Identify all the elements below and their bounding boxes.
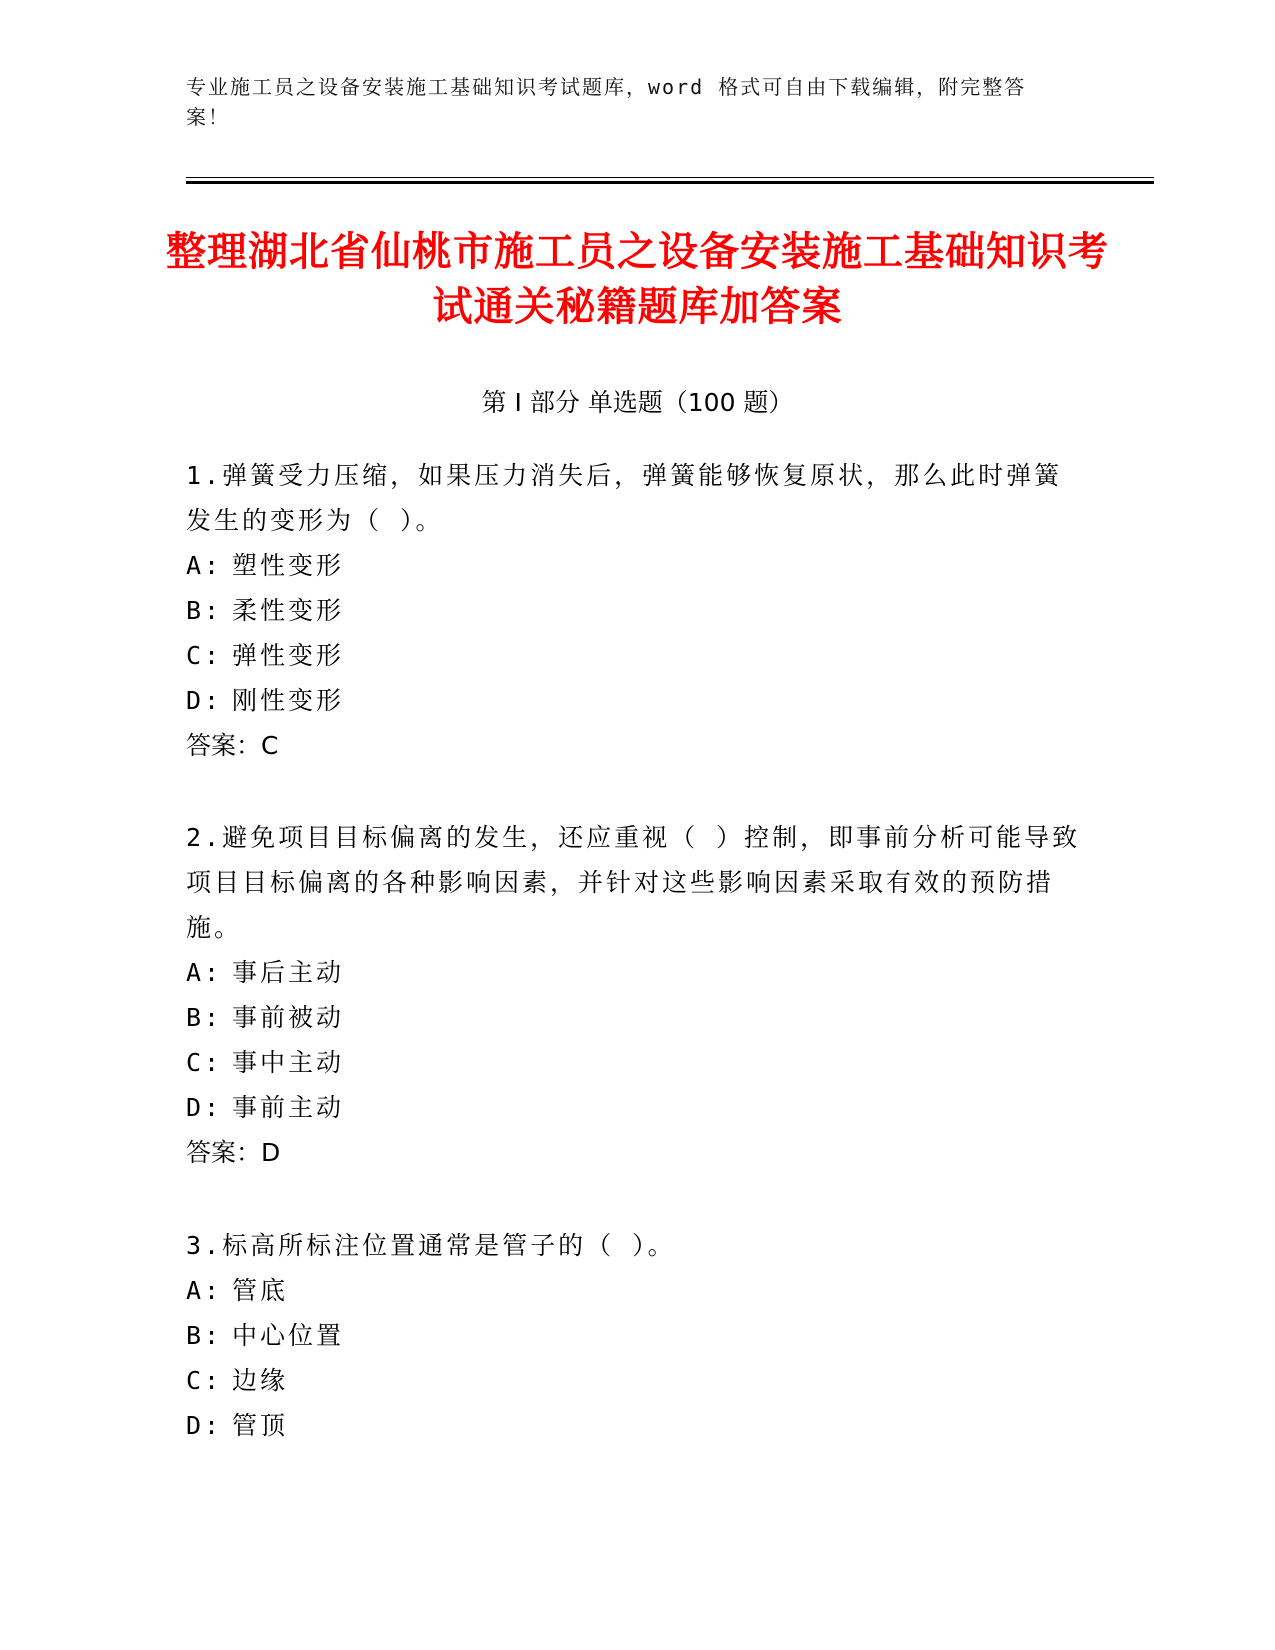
header-rule-thick — [186, 181, 1154, 184]
option-key: D: — [186, 1093, 223, 1122]
option-b — [186, 588, 1086, 633]
option-c — [186, 1358, 1086, 1403]
option-key: C: — [186, 1366, 223, 1395]
header-rule-thin — [186, 177, 1154, 178]
option-a — [186, 543, 1086, 588]
option-d — [186, 1085, 1086, 1130]
question-stem: 3.标高所标注位置通常是管子的（ ）。 — [186, 1231, 676, 1260]
option-c — [186, 1040, 1086, 1085]
option-text: 边缘 — [232, 1366, 289, 1395]
option-b — [186, 1313, 1086, 1358]
option-text: 弹性变形 — [232, 641, 345, 670]
option-a — [186, 1268, 1086, 1313]
option-key: D: — [186, 1411, 223, 1440]
question-3 — [186, 1223, 1086, 1448]
option-key: C: — [186, 641, 223, 670]
answer: 答案：D — [186, 1138, 281, 1167]
option-key: B: — [186, 1003, 223, 1032]
option-text: 事后主动 — [232, 958, 345, 987]
option-text: 柔性变形 — [232, 596, 345, 625]
option-text: 事前主动 — [232, 1093, 345, 1122]
option-text: 事中主动 — [232, 1048, 345, 1077]
question-2 — [186, 815, 1086, 1175]
answer: 答案：C — [186, 731, 279, 760]
document-title: 整理湖北省仙桃市施工员之设备安装施工基础知识考试通关秘籍题库加答案 — [166, 229, 1109, 330]
option-key: A: — [186, 958, 223, 987]
option-key: A: — [186, 551, 223, 580]
option-key: B: — [186, 1321, 223, 1350]
option-d — [186, 678, 1086, 723]
option-key: C: — [186, 1048, 223, 1077]
option-d — [186, 1403, 1086, 1448]
option-b — [186, 995, 1086, 1040]
question-stem: 1.弹簧受力压缩，如果压力消失后，弹簧能够恢复原状，那么此时弹簧发生的变形为（ ）。 — [186, 461, 1063, 535]
header-note: 专业施工员之设备安装施工基础知识考试题库，word 格式可自由下载编辑，附完整答案！ — [186, 75, 1027, 129]
section-heading: 第 I 部分 单选题（100 题） — [481, 388, 794, 417]
option-key: B: — [186, 596, 223, 625]
option-text: 事前被动 — [232, 1003, 345, 1032]
option-text: 管底 — [232, 1276, 289, 1305]
option-text: 管顶 — [232, 1411, 289, 1440]
option-key: A: — [186, 1276, 223, 1305]
option-text: 塑性变形 — [232, 551, 345, 580]
question-stem: 2.避免项目目标偏离的发生，还应重视（ ）控制，即事前分析可能导致项目目标偏离的各种影响因素，并针对这些影响因素采取有效的预防措施。 — [186, 823, 1081, 942]
option-key: D: — [186, 686, 223, 715]
option-c — [186, 633, 1086, 678]
option-text: 刚性变形 — [232, 686, 345, 715]
option-text: 中心位置 — [232, 1321, 345, 1350]
question-1 — [186, 453, 1086, 768]
option-a — [186, 950, 1086, 995]
